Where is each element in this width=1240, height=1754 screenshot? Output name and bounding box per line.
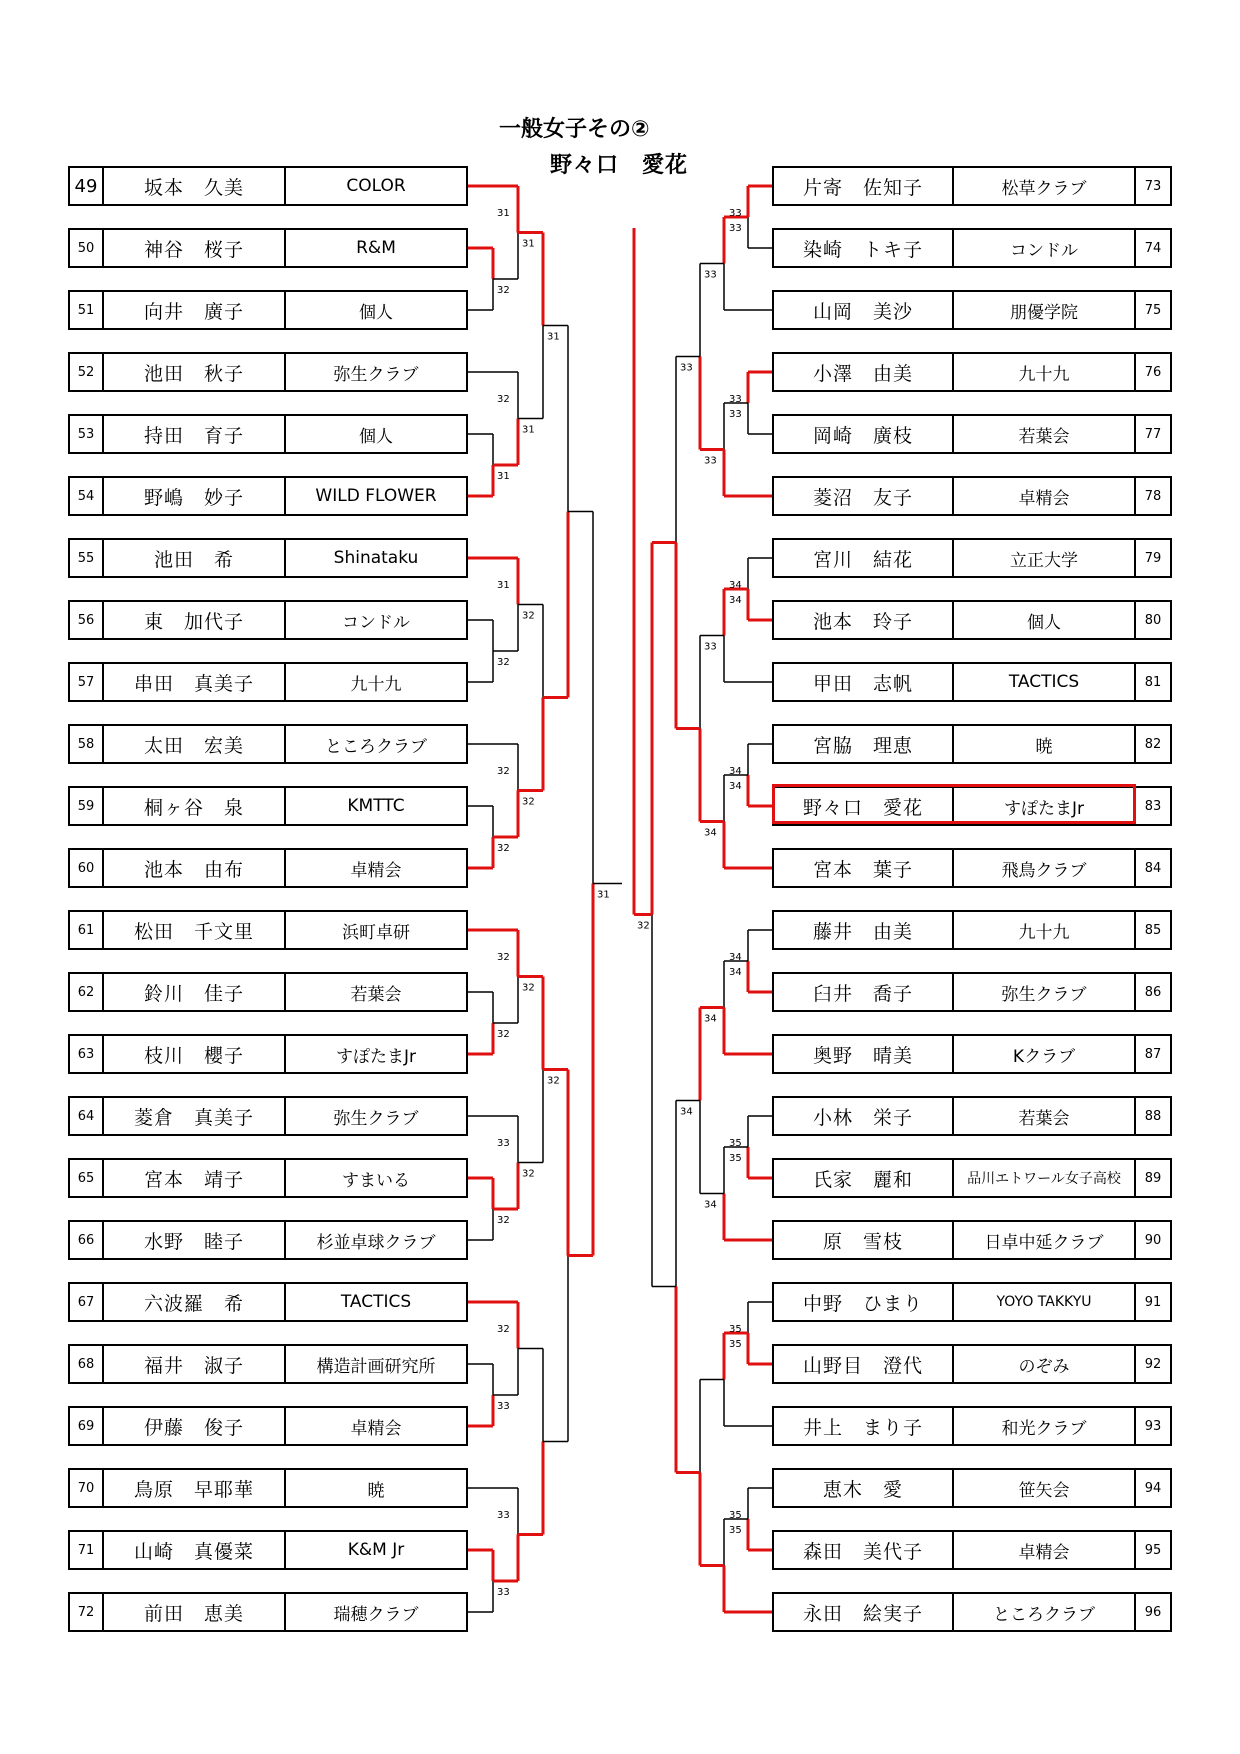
table-number-label: 35 xyxy=(729,1525,742,1536)
table-number-label: 33 xyxy=(729,394,742,405)
club-name: 個人 xyxy=(286,414,468,454)
entry-number: 74 xyxy=(1136,228,1172,268)
club-name: 立正大学 xyxy=(954,538,1136,578)
table-number-label: 33 xyxy=(680,362,693,374)
table-number-label: 31 xyxy=(497,580,510,591)
table-number-label: 32 xyxy=(522,982,535,994)
club-name: 卓精会 xyxy=(954,476,1136,516)
club-name: 若葉会 xyxy=(286,972,468,1012)
table-number-label: 33 xyxy=(729,208,742,219)
player-name: 井上 まり子 xyxy=(772,1406,954,1446)
player-name: 串田 真美子 xyxy=(104,662,286,702)
club-name: 和光クラブ xyxy=(954,1406,1136,1446)
player-name: 鈴川 佳子 xyxy=(104,972,286,1012)
table-number-label: 33 xyxy=(497,1510,510,1521)
table-number-label: 32 xyxy=(497,1324,510,1335)
club-name: 瑞穂クラブ xyxy=(286,1592,468,1632)
table-number-label: 32 xyxy=(497,766,510,777)
table-number-label: 34 xyxy=(729,580,742,591)
entry-number: 52 xyxy=(68,352,104,392)
player-name: 太田 宏美 xyxy=(104,724,286,764)
club-name: 若葉会 xyxy=(954,1096,1136,1136)
entry-number: 95 xyxy=(1136,1530,1172,1570)
player-name: 岡崎 廣枝 xyxy=(772,414,954,454)
player-name: 向井 廣子 xyxy=(104,290,286,330)
entry-number: 75 xyxy=(1136,290,1172,330)
table-number-label: 32 xyxy=(497,1215,510,1226)
player-name: 甲田 志帆 xyxy=(772,662,954,702)
club-name: コンドル xyxy=(286,600,468,640)
entry-number: 79 xyxy=(1136,538,1172,578)
club-name: すまいる xyxy=(286,1158,468,1198)
club-name: コンドル xyxy=(954,228,1136,268)
table-number-label: 34 xyxy=(729,781,742,792)
table-number-label: 32 xyxy=(497,285,510,296)
club-name: KMTTC xyxy=(286,786,468,826)
entry-number: 94 xyxy=(1136,1468,1172,1508)
entry-number: 54 xyxy=(68,476,104,516)
player-name: 宮本 靖子 xyxy=(104,1158,286,1198)
club-name: 浜町卓研 xyxy=(286,910,468,950)
player-name: 坂本 久美 xyxy=(104,166,286,206)
club-name: 若葉会 xyxy=(954,414,1136,454)
entry-number: 50 xyxy=(68,228,104,268)
table-number-label: 32 xyxy=(497,394,510,405)
table-number-label: 33 xyxy=(729,223,742,234)
table-number-label: 33 xyxy=(704,269,717,281)
player-name: 東 加代子 xyxy=(104,600,286,640)
entry-number: 57 xyxy=(68,662,104,702)
club-name: WILD FLOWER xyxy=(286,476,468,516)
player-name: 水野 睦子 xyxy=(104,1220,286,1260)
entry-number: 76 xyxy=(1136,352,1172,392)
table-number-label: 32 xyxy=(497,657,510,668)
player-name: 前田 恵美 xyxy=(104,1592,286,1632)
club-name: 九十九 xyxy=(954,352,1136,392)
table-number-label: 35 xyxy=(729,1339,742,1350)
player-name: 山野目 澄代 xyxy=(772,1344,954,1384)
table-number-label: 34 xyxy=(729,967,742,978)
entry-number: 62 xyxy=(68,972,104,1012)
club-name: 構造計画研究所 xyxy=(286,1344,468,1384)
entry-number: 59 xyxy=(68,786,104,826)
player-name: 池本 由布 xyxy=(104,848,286,888)
entry-number: 49 xyxy=(68,166,104,206)
player-name: 池田 秋子 xyxy=(104,352,286,392)
entry-number: 81 xyxy=(1136,662,1172,702)
player-name: 小澤 由美 xyxy=(772,352,954,392)
club-name: 暁 xyxy=(286,1468,468,1508)
table-number-label: 32 xyxy=(497,843,510,854)
table-number-label: 33 xyxy=(497,1138,510,1149)
table-number-label: 34 xyxy=(729,766,742,777)
club-name: Shinataku xyxy=(286,538,468,578)
entry-number: 58 xyxy=(68,724,104,764)
player-name: 永田 絵実子 xyxy=(772,1592,954,1632)
player-name: 藤井 由美 xyxy=(772,910,954,950)
entry-number: 61 xyxy=(68,910,104,950)
player-name: 片寄 佐知子 xyxy=(772,166,954,206)
table-number-label: 32 xyxy=(522,610,535,622)
entry-number: 83 xyxy=(1136,786,1172,826)
club-name: TACTICS xyxy=(954,662,1136,702)
entry-number: 86 xyxy=(1136,972,1172,1012)
entry-number: 80 xyxy=(1136,600,1172,640)
table-number-label: 32 xyxy=(637,920,650,932)
page-title: 一般女子その② xyxy=(499,117,650,142)
entry-number: 72 xyxy=(68,1592,104,1632)
table-number-label: 31 xyxy=(497,208,510,219)
entry-number: 93 xyxy=(1136,1406,1172,1446)
player-name: 池田 希 xyxy=(104,538,286,578)
club-name: すぽたまJr xyxy=(286,1034,468,1074)
player-name: 宮本 葉子 xyxy=(772,848,954,888)
player-name: 鳥原 早耶華 xyxy=(104,1468,286,1508)
entry-number: 53 xyxy=(68,414,104,454)
entry-number: 91 xyxy=(1136,1282,1172,1322)
entry-number: 77 xyxy=(1136,414,1172,454)
entry-number: 65 xyxy=(68,1158,104,1198)
table-number-label: 34 xyxy=(729,595,742,606)
club-name: 九十九 xyxy=(954,910,1136,950)
club-name: 弥生クラブ xyxy=(954,972,1136,1012)
player-name: 森田 美代子 xyxy=(772,1530,954,1570)
table-number-label: 34 xyxy=(729,952,742,963)
player-name: 野嶋 妙子 xyxy=(104,476,286,516)
club-name: ところクラブ xyxy=(286,724,468,764)
entry-number: 82 xyxy=(1136,724,1172,764)
player-name: 神谷 桜子 xyxy=(104,228,286,268)
player-name: 山崎 真優菜 xyxy=(104,1530,286,1570)
table-number-label: 32 xyxy=(522,1168,535,1180)
club-name: 日卓中延クラブ xyxy=(954,1220,1136,1260)
entry-number: 68 xyxy=(68,1344,104,1384)
club-name: 松草クラブ xyxy=(954,166,1136,206)
table-number-label: 35 xyxy=(729,1138,742,1149)
club-name: 弥生クラブ xyxy=(286,1096,468,1136)
player-name: 山岡 美沙 xyxy=(772,290,954,330)
player-name: 臼井 喬子 xyxy=(772,972,954,1012)
entry-number: 66 xyxy=(68,1220,104,1260)
table-number-label: 31 xyxy=(497,471,510,482)
table-number-label: 34 xyxy=(704,1199,717,1211)
table-number-label: 32 xyxy=(547,1075,560,1087)
entry-number: 90 xyxy=(1136,1220,1172,1260)
player-name: 宮脇 理恵 xyxy=(772,724,954,764)
entry-number: 55 xyxy=(68,538,104,578)
entry-number: 56 xyxy=(68,600,104,640)
table-number-label: 32 xyxy=(497,952,510,963)
club-name: K&M Jr xyxy=(286,1530,468,1570)
club-name: TACTICS xyxy=(286,1282,468,1322)
player-name: 菱沼 友子 xyxy=(772,476,954,516)
table-number-label: 31 xyxy=(522,424,535,436)
entry-number: 70 xyxy=(68,1468,104,1508)
club-name: 飛鳥クラブ xyxy=(954,848,1136,888)
club-name: R&M xyxy=(286,228,468,268)
club-name: COLOR xyxy=(286,166,468,206)
entry-number: 67 xyxy=(68,1282,104,1322)
player-name: 奥野 晴美 xyxy=(772,1034,954,1074)
player-name: 福井 淑子 xyxy=(104,1344,286,1384)
club-name: 品川エトワール女子高校 xyxy=(954,1158,1136,1198)
entry-number: 63 xyxy=(68,1034,104,1074)
club-name: 朋優学院 xyxy=(954,290,1136,330)
table-number-label: 32 xyxy=(522,796,535,808)
entry-number: 89 xyxy=(1136,1158,1172,1198)
table-number-label: 34 xyxy=(680,1106,693,1118)
club-name: 九十九 xyxy=(286,662,468,702)
table-number-label: 33 xyxy=(704,641,717,653)
entry-number: 60 xyxy=(68,848,104,888)
player-name: 野々口 愛花 xyxy=(772,786,954,826)
player-name: 菱倉 真美子 xyxy=(104,1096,286,1136)
entry-number: 84 xyxy=(1136,848,1172,888)
player-name: 恵木 愛 xyxy=(772,1468,954,1508)
entry-number: 92 xyxy=(1136,1344,1172,1384)
player-name: 小林 栄子 xyxy=(772,1096,954,1136)
player-name: 桐ヶ谷 泉 xyxy=(104,786,286,826)
table-number-label: 31 xyxy=(547,331,560,343)
entry-number: 85 xyxy=(1136,910,1172,950)
table-number-label: 33 xyxy=(729,409,742,420)
entry-number: 69 xyxy=(68,1406,104,1446)
player-name: 池本 玲子 xyxy=(772,600,954,640)
club-name: 個人 xyxy=(954,600,1136,640)
table-number-label: 35 xyxy=(729,1510,742,1521)
club-name: 卓精会 xyxy=(286,1406,468,1446)
player-name: 宮川 結花 xyxy=(772,538,954,578)
player-name: 松田 千文里 xyxy=(104,910,286,950)
club-name: Kクラブ xyxy=(954,1034,1136,1074)
club-name: すぽたまJr xyxy=(954,786,1136,826)
entry-number: 71 xyxy=(68,1530,104,1570)
champion-name: 野々口 愛花 xyxy=(550,153,689,178)
entry-number: 88 xyxy=(1136,1096,1172,1136)
club-name: ところクラブ xyxy=(954,1592,1136,1632)
table-number-label: 34 xyxy=(704,1013,717,1025)
player-name: 氏家 麗和 xyxy=(772,1158,954,1198)
club-name: 暁 xyxy=(954,724,1136,764)
entry-number: 78 xyxy=(1136,476,1172,516)
table-number-label: 35 xyxy=(729,1153,742,1164)
club-name: 笹矢会 xyxy=(954,1468,1136,1508)
table-number-label: 33 xyxy=(497,1587,510,1598)
table-number-label: 33 xyxy=(704,455,717,467)
club-name: YOYO TAKKYU xyxy=(954,1282,1136,1322)
entry-number: 73 xyxy=(1136,166,1172,206)
table-number-label: 31 xyxy=(522,238,535,250)
player-name: 染崎 トキ子 xyxy=(772,228,954,268)
entry-number: 96 xyxy=(1136,1592,1172,1632)
club-name: 卓精会 xyxy=(954,1530,1136,1570)
table-number-label: 33 xyxy=(497,1401,510,1412)
club-name: 卓精会 xyxy=(286,848,468,888)
player-name: 中野 ひまり xyxy=(772,1282,954,1322)
club-name: 杉並卓球クラブ xyxy=(286,1220,468,1260)
table-number-label: 34 xyxy=(704,827,717,839)
entry-number: 51 xyxy=(68,290,104,330)
player-name: 原 雪枝 xyxy=(772,1220,954,1260)
table-number-label: 35 xyxy=(729,1324,742,1335)
club-name: 弥生クラブ xyxy=(286,352,468,392)
club-name: のぞみ xyxy=(954,1344,1136,1384)
table-number-label: 32 xyxy=(497,1029,510,1040)
entry-number: 64 xyxy=(68,1096,104,1136)
player-name: 枝川 櫻子 xyxy=(104,1034,286,1074)
player-name: 六波羅 希 xyxy=(104,1282,286,1322)
entry-number: 87 xyxy=(1136,1034,1172,1074)
club-name: 個人 xyxy=(286,290,468,330)
player-name: 伊藤 俊子 xyxy=(104,1406,286,1446)
table-number-label: 31 xyxy=(597,889,610,901)
player-name: 持田 育子 xyxy=(104,414,286,454)
